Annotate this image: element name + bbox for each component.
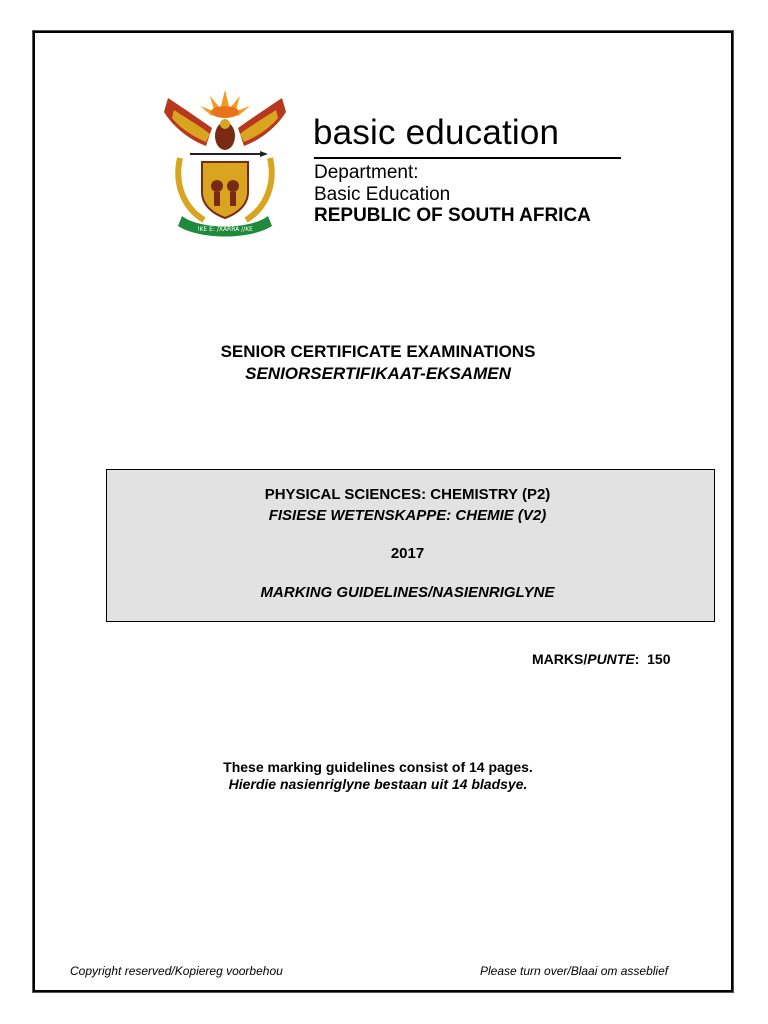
copyright-notice: Copyright reserved/Kopiereg voorbehou	[70, 964, 283, 978]
marks-colon: :	[634, 651, 640, 667]
exam-title-afrikaans: SENIORSERTIFIKAAT-EKSAMEN	[245, 364, 511, 383]
subject-afrikaans: FISIESE WETENSKAPPE: CHEMIE (V2)	[268, 507, 547, 524]
brand-title: basic education	[313, 113, 560, 152]
page-count-afrikaans: Hierdie nasienriglyne bestaan uit 14 bladsye.	[228, 776, 528, 792]
subject-box	[106, 469, 715, 622]
document-type: MARKING GUIDELINES/NASIENRIGLYNE	[260, 584, 555, 601]
department-label: Department:	[314, 162, 419, 183]
turn-over-notice: Please turn over/Blaai om asseblief	[480, 964, 669, 978]
total-marks	[532, 651, 671, 667]
country-name: REPUBLIC OF SOUTH AFRICA	[314, 205, 591, 226]
department-name: Basic Education	[314, 184, 451, 205]
exam-year: 2017	[390, 545, 425, 562]
marks-value: 150	[647, 651, 671, 667]
exam-title-english: SENIOR CERTIFICATE EXAMINATIONS	[220, 342, 536, 361]
subject-english: PHYSICAL SCIENCES: CHEMISTRY (P2)	[264, 486, 551, 503]
coat-of-arms-logo	[160, 88, 290, 238]
marks-label-afrikaans: PUNTE	[587, 651, 635, 667]
crest-motto: !KE E: /XARRA //KE	[197, 226, 253, 233]
page-count-english: These marking guidelines consist of 14 pages.	[223, 759, 533, 775]
marks-label-english: MARKS/	[532, 651, 588, 667]
brand-underline	[314, 157, 621, 159]
